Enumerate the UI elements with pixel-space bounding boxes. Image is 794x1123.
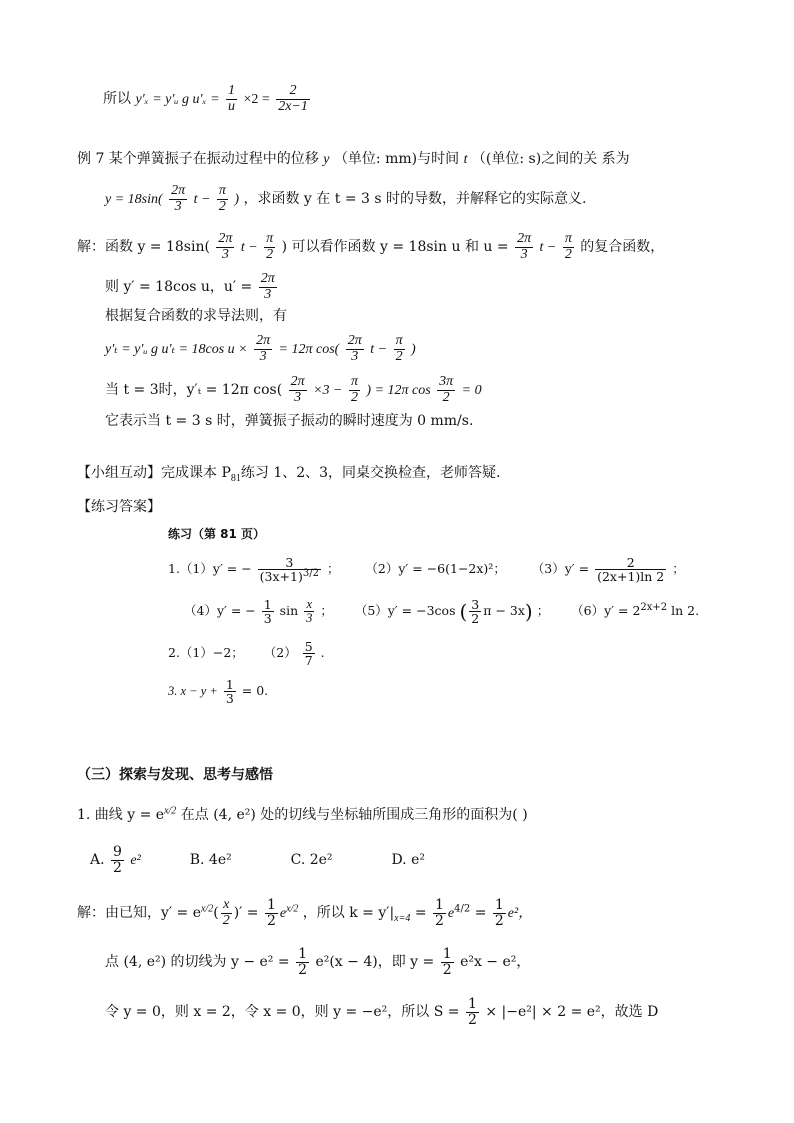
fraction-2-over-2x-1: $\frac{2}{2x-1}$ <box>278 83 308 114</box>
section3-title: （三）探索与发现、思考与感悟 <box>77 767 273 783</box>
practice-answers-image <box>158 518 700 707</box>
solution1-line2: 点 (4, e²) 的切线为 y − e² = $\frac{1}{2}$ e²(x − 4)，即 y = $\frac{1}{2}$ e²x − e²， <box>105 946 531 978</box>
option-d[interactable]: D. e² <box>391 852 425 869</box>
formula-head: y′ₓ = y′ᵤ g u′ₓ = <box>135 92 220 108</box>
option-c[interactable]: C. 2e² <box>290 852 333 869</box>
solution1-line3: 令 y = 0，则 x = 2，令 x = 0，则 y = −e²，所以 S = $\frac{1}{2}$ × |−e²| × 2 = e²，故选 D <box>105 996 659 1028</box>
times-two: ×2 = <box>243 92 270 108</box>
solution7-line4: y′ₜ = y′ᵤ g u′ₜ = 18cos u × $\frac{2\pi}{3}$ = 12π cos( $\frac{2\pi}{3}$ t − $\frac{\pi}{2}$ ) <box>105 333 416 364</box>
practice-row1: 1.（1）y′ = − $\frac{3}{(3x+1)^{3/2}}$ ； （2）y′ = −6(1−2x)²； （3）y′ = $\frac{2}{(2x+1)\ln 2}$ ； <box>168 555 685 585</box>
practice-title: 练习（第 81 页） <box>168 527 266 541</box>
question1: 1. 曲线 $y = e^{x/2}$ 在点 (4, e²) 处的切线与坐标轴所围成三角形的面积为( ) <box>77 805 528 823</box>
solution1-line1: 解：由已知，$y' = e^{x/2}$( $\frac{x}{2}$ )′ = $\frac{1}{2}$ $e^{x/2}$ ，所以 $k = y'|_{x=4}$ = $\frac{1}{2}$ $e^{4/2}$ = $\frac{1}{2}$ e²， <box>77 897 533 929</box>
question1-options <box>90 845 425 875</box>
solution7-line5: 当 t = 3时，y′ₜ = 12π cos( $\frac{2\pi}{3}$ ×3 − $\frac{\pi}{2}$ ) = 12π cos $\frac{3\pi}{2}$ = 0 <box>105 374 482 405</box>
solution7-line3: 根据复合函数的求导法则，有 <box>105 308 287 324</box>
solution7-line6: 它表示当 t = 3 s 时，弹簧振子振动的瞬时速度为 0 mm/s. <box>105 413 474 429</box>
fraction-1-over-u: $\frac{1}{u}$ <box>227 83 235 114</box>
derivative-result-line <box>103 84 312 114</box>
group-interaction: 【小组互动】完成课本 $P_{81}$练习 1、2、3，同桌交换检查，老师答疑. <box>77 465 501 484</box>
example7-equation: y = 18sin( $\frac{2\pi}{3}$ t − $\frac{\pi}{2}$ ) ，求函数 y 在 t = 3 s 时的导数，并解释它的实际意义. <box>105 183 587 214</box>
solution7-line1: 解：函数 y = 18sin( $\frac{2\pi}{3}$ t − $\frac{\pi}{2}$ ) 可以看作函数 y = 18sin u 和 u = $\frac{2\pi}{3}$ t − $\frac{\pi}{2}$ 的复合函数， <box>77 231 665 262</box>
answers-label: 【练习答案】 <box>77 499 161 515</box>
practice-row4: 3. x − y + $\frac{1}{3}$ = 0. <box>168 677 269 707</box>
option-b[interactable]: B. 4e² <box>189 852 232 869</box>
example7-title: 例 7 某个弹簧振子在振动过程中的位移 y （单位: mm)与时间 t （(单位: s)之间的关 系为 <box>77 151 630 167</box>
prefix-text: 所以 <box>103 91 131 108</box>
solution7-line2: 则 y′ = 18cos u，u′ = $\frac{2\pi}{3}$ <box>105 271 275 302</box>
practice-row3: 2.（1）−2； （2） $\frac{5}{7}$ . <box>168 639 325 669</box>
practice-row2: （4）y′ = − $\frac{1}{3}$ sin $\frac{x}{3}$ ； （5）y′ = −3cos ( $\frac{3}{2}$ π − 3x) ； $(6)y' = 2^{2x+2}$ ln 2. <box>184 597 700 627</box>
option-a[interactable]: A. $\frac{9}{2}$ e² <box>90 844 141 876</box>
